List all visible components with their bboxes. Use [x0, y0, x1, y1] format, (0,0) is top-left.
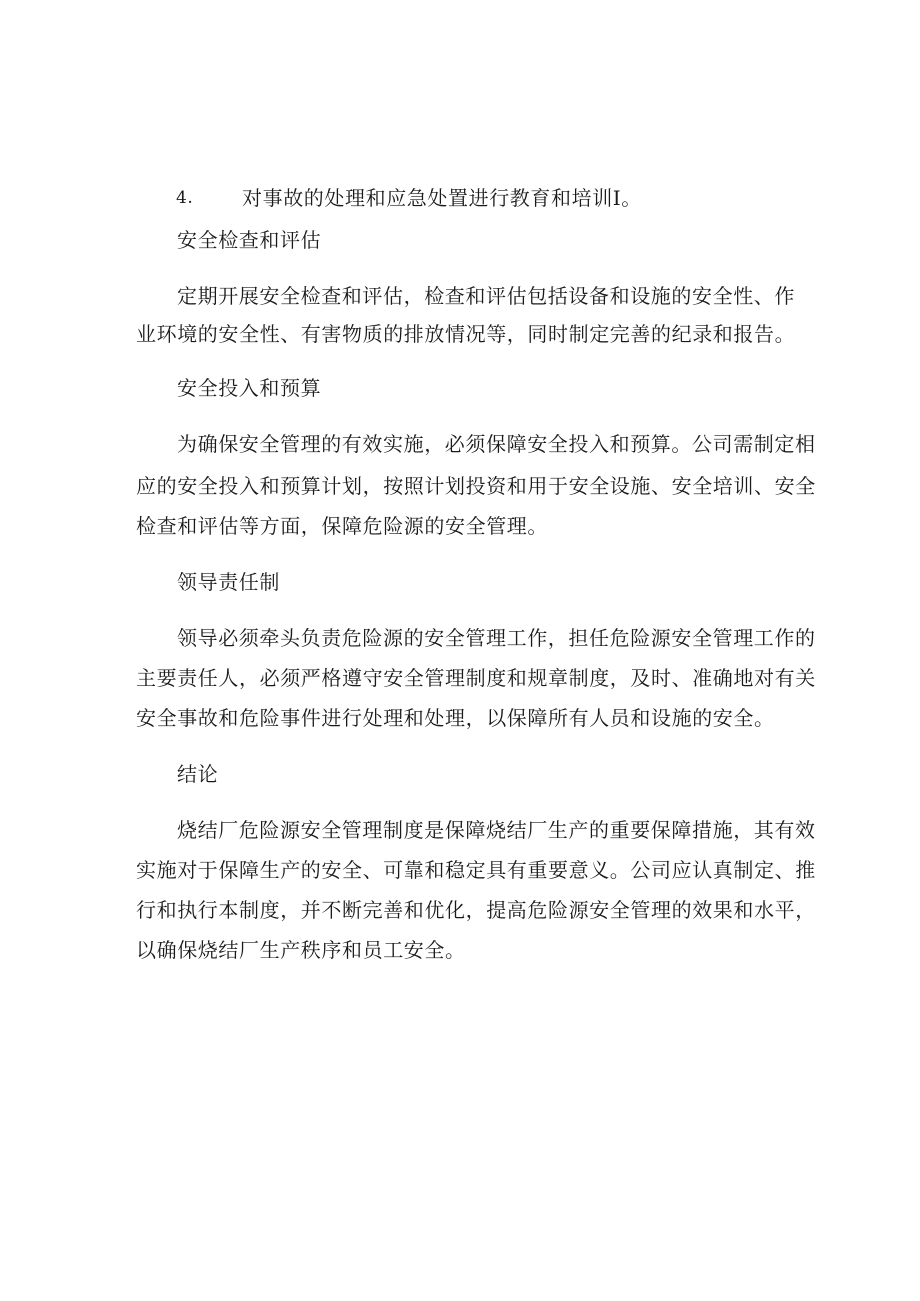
paragraph-line: 领导必须牵头负责危险源的安全管理工作，担任危险源安全管理工作的	[177, 626, 816, 650]
section-heading-leadership: 领导责任制	[177, 570, 280, 594]
list-item-number: 4.	[176, 188, 194, 208]
paragraph-line: 定期开展安全检查和评估，检查和评估包括设备和设施的安全性、作	[177, 284, 795, 308]
section-heading-investment: 安全投入和预算	[177, 376, 322, 400]
paragraph-line: 行和执行本制度，并不断完善和优化，提高危险源安全管理的效果和水平，	[136, 898, 816, 922]
paragraph-line: 主要责任人，必须严格遵守安全管理制度和规章制度，及时、准确地对有关	[136, 666, 816, 690]
paragraph-line: 检查和评估等方面，保障危险源的安全管理。	[136, 514, 548, 538]
paragraph-line: 实施对于保障生产的安全、可靠和稳定具有重要意义。公司应认真制定、推	[136, 858, 816, 882]
paragraph-line: 为确保安全管理的有效实施，必须保障安全投入和预算。公司需制定相	[177, 432, 816, 456]
section-heading-conclusion: 结论	[177, 762, 219, 786]
paragraph-line: 应的安全投入和预算计划，按照计划投资和用于安全设施、安全培训、安全	[136, 474, 816, 498]
paragraph-line: 安全事故和危险事件进行处理和处理，以保障所有人员和设施的安全。	[136, 706, 775, 730]
section-heading-inspection: 安全检查和评估	[177, 228, 322, 252]
paragraph-line: 烧结厂危险源安全管理制度是保障烧结厂生产的重要保障措施，其有效	[177, 818, 816, 842]
paragraph-line: 业环境的安全性、有害物质的排放情况等，同时制定完善的纪录和报告。	[136, 322, 796, 346]
list-item-text: 对事故的处理和应急处置进行教育和培训I。	[242, 186, 642, 210]
paragraph-line: 以确保烧结厂生产秩序和员工安全。	[136, 938, 466, 962]
